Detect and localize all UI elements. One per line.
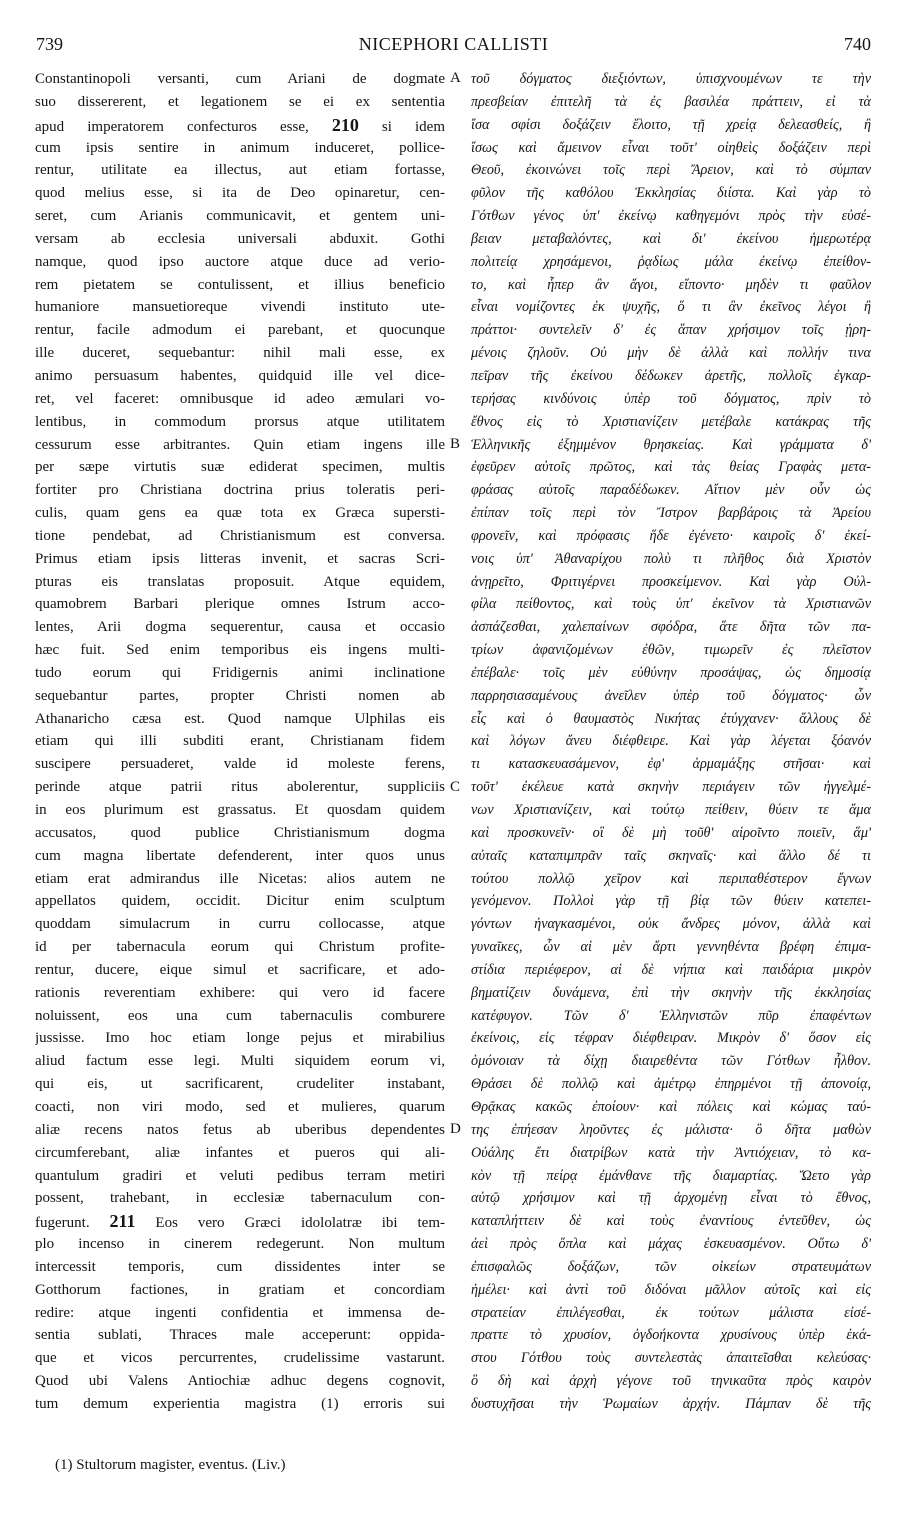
latin-text-line: circumferebant, aliæ infantes et pueros qui ali- bbox=[35, 1144, 445, 1161]
latin-text-line: coacti, non viri modo, sed et mulieres, quarum bbox=[35, 1098, 445, 1115]
greek-text-line: γόντων ἠναγκασμένοι, οὐκ ἄνδρες μόνον, ἀλλὰ καὶ bbox=[471, 916, 871, 933]
latin-text-line: humaniore mansuetioreque vivendi instituto ute- bbox=[35, 299, 445, 316]
latin-text-line: aliæ recens natos fetus ab uberibus dependentes bbox=[35, 1121, 445, 1138]
greek-text-line: τι κατασκευασάμενον, ἐφ' ἁρμαμάξης στῆσαι· καὶ bbox=[471, 756, 871, 773]
latin-text-line: qui eis, ut sacrificarent, crudeliter instabant, bbox=[35, 1076, 445, 1093]
greek-text-line: ἐπέβαλε· τοῖς μὲν εὐθύνην προσάψας, ὡς δημοσίᾳ bbox=[471, 664, 871, 681]
latin-text-line: rentur, facile admodum ei parebant, et quocunque bbox=[35, 322, 445, 339]
greek-text-line: ἐπίπαν τοῖς περὶ τὸν Ἴστρον βαρβάροις τὰ Ἀρείου bbox=[471, 505, 871, 522]
margin-letter-d: D bbox=[450, 1121, 461, 1137]
greek-column bbox=[471, 68, 871, 1416]
latin-text-line: plo incenso in cinerem redegerunt. Non multum bbox=[35, 1236, 445, 1253]
latin-text-line: etiam qui illi subditi erant, Christianam fidem bbox=[35, 733, 445, 750]
latin-text-line: quod melius esse, si ita de Deo opinaretur, cen- bbox=[35, 185, 445, 202]
section-number: 211 bbox=[109, 1211, 136, 1232]
latin-text-line: tione pendebat, ad Christianismum est conversa. bbox=[35, 527, 445, 544]
greek-text-line: ἀσπάζεσθαι, χαλεπαίνων σφόδρα, ἅτε δῆτα τῶν πα- bbox=[471, 619, 871, 636]
latin-text-line: tudo eorum qui Fridigernis animi inclinatione bbox=[35, 664, 445, 681]
greek-text-line: ἀεὶ πρὸς ὅπλα καὶ μάχας ἐσκευασμένον. Οὕτω δ' bbox=[471, 1236, 871, 1253]
latin-text-line: apud imperatorem confecturos esse, 210 si idem bbox=[35, 114, 445, 135]
footnote: (1) Stultorum magister, eventus. (Liv.) bbox=[55, 1457, 286, 1473]
latin-text-line: tum demum experientia magistra (1) erroris sui bbox=[35, 1395, 445, 1412]
latin-text-line: etiam erat admirandus ille Nicetas: alios autem ne bbox=[35, 870, 445, 887]
latin-text-line: suscipere persuaderet, valde id moleste ferens, bbox=[35, 756, 445, 773]
greek-text-line: στίδια περιέφερον, αἱ δὲ νήπια καὶ παιδάρια μικρὸν bbox=[471, 961, 871, 978]
margin-letter-a: A bbox=[450, 70, 461, 86]
greek-text-line: ἠμέλει· καὶ ἀντὶ τοῦ διδόναι μᾶλλον αὐτοῖς καὶ εἰς bbox=[471, 1281, 871, 1298]
latin-text-line: rentur, ducere, eique simul et sacrificare, et ado- bbox=[35, 961, 445, 978]
latin-text-line: Quod ubi Valens Antiochiæ adhuc degens cognovit, bbox=[35, 1373, 445, 1390]
greek-text-line: καταπλήττειν δὲ καὶ τοὺς ἐναντίους ἐντεῦθεν, ὡς bbox=[471, 1213, 871, 1230]
latin-text-line: quantulum gradiri et veluti pedibus terram metiri bbox=[35, 1167, 445, 1184]
greek-text-line: αὐτῷ χρήσιμον καὶ τῇ ἀρχομένῃ εἶναι τὸ ἔθνος, bbox=[471, 1190, 871, 1207]
greek-text-line: τούτου πολλῷ χεῖρον καὶ περιπαθέστερον ἔγνων bbox=[471, 870, 871, 887]
greek-text-line: τρίων ἀφανιζομένων ἐθῶν, τιμωρεῖν ἐς πλεῖστον bbox=[471, 642, 871, 659]
greek-text-line: ἀνῃρεῖτο, Φριτιγέρνει προσκείμενον. Καὶ γὰρ Οὐλ- bbox=[471, 573, 871, 590]
greek-text-line: ἴσως καὶ ἄμεινον εἶναι τοῦτ' οἰηθεὶς δοξάζειν περὶ bbox=[471, 139, 871, 156]
greek-text-line: τερήσας κινδύνοις ὑπὲρ τοῦ δόγματος, πρὶν τὸ bbox=[471, 390, 871, 407]
latin-text-line: ret, vel faceret: omnibusque id adeo æmulari vo- bbox=[35, 390, 445, 407]
page-number-left: 739 bbox=[36, 34, 63, 54]
latin-text-line: cum magna libertate defenderent, inter quos unus bbox=[35, 847, 445, 864]
latin-text-line: lentibus, in commodum prorsus atque utilitatem bbox=[35, 413, 445, 430]
latin-text-line: cessurum esse arbitrantes. Quin etiam ingens ille bbox=[35, 436, 445, 453]
greek-text-line: Οὐάλης ἔτι διατρίβων κατὰ τὴν Ἀντιόχειαν, τὸ κα- bbox=[471, 1144, 871, 1161]
greek-text-line: παρρησιασαμένους ἀνεῖλεν ὑπὲρ τοῦ δόγματος· ὧν bbox=[471, 687, 871, 704]
greek-text-line: εἶναι νομίζοντες ἐκ ψυχῆς, ὅ τι ἂν ἐκεῖνος λέγοι ἢ bbox=[471, 299, 871, 316]
latin-text-line: perinde atque patrii ritus abolerentur, suppliciis bbox=[35, 779, 445, 796]
greek-text-line: φράσας αὐτοῖς παραδέδωκεν. Αἴτιον μὲν οὖν ὡς bbox=[471, 482, 871, 499]
latin-text-line: rationis reverentiam exhibere: qui vero id facere bbox=[35, 984, 445, 1001]
latin-text-line: namque, quod ipso auctore atque duce ad verio- bbox=[35, 253, 445, 270]
greek-text-line: πράττοι· συντελεῖν δ' ἐς ἅπαν χρήσιμον τοῖς ᾑρη- bbox=[471, 322, 871, 339]
greek-text-line: μένοις ζηλοῦν. Οὐ μὴν δὲ ἀλλὰ καὶ πολλήν τινα bbox=[471, 345, 871, 362]
latin-text-line: Athanaricho cæsa est. Quod namque Ulphilas eis bbox=[35, 710, 445, 727]
margin-letter-c: C bbox=[450, 779, 461, 795]
latin-text-line: accusatos, quod publice Christianismum dogma bbox=[35, 824, 445, 841]
latin-text-line: appellatos quidem, occidit. Dicitur enim sculptum bbox=[35, 893, 445, 910]
latin-text-line: jussisse. Imo hoc etiam longe pejus et mirabilius bbox=[35, 1030, 445, 1047]
greek-text-line: τοῦτ' ἐκέλευε κατὰ σκηνὴν περιάγειν τῶν ἠγγελμέ- bbox=[471, 779, 871, 796]
latin-text-line: fugerunt. 211 Eos vero Græci idololatræ ibi tem- bbox=[35, 1211, 445, 1232]
latin-text-line: culis, quam gens ea quæ tota ex Græca supersti- bbox=[35, 505, 445, 522]
greek-text-line: Ἑλληνικῆς ἐξημμένον θρησκείας. Καὶ γράμματα δ' bbox=[471, 436, 871, 453]
greek-text-line: της ἐπήεσαν ληοῦντες ἐς μάλιστα· ὃ δῆτα μαθὼν bbox=[471, 1121, 871, 1138]
latin-text-line: suo dissererent, et legationem se ei ex sententia bbox=[35, 93, 445, 110]
greek-text-line: Θεοῦ, ἐκοινώνει τοῖς περὶ Ἄρειον, καὶ τὸ σύμπαν bbox=[471, 162, 871, 179]
page-header bbox=[36, 34, 871, 58]
greek-text-line: Θρᾷκας κακῶς ἐποίουν· καὶ πόλεις καὶ κώμας ταύ- bbox=[471, 1098, 871, 1115]
latin-text-line: ille duceret, sequebantur: nihil mali esse, ex bbox=[35, 345, 445, 362]
latin-text-line: sentia sublati, Thraces male acceperunt: oppida- bbox=[35, 1327, 445, 1344]
greek-text-line: στρατείαν ἐπιλέγεσθαι, ἐκ τούτων μάλιστα εἰσέ- bbox=[471, 1304, 871, 1321]
greek-text-line: ἐφεῦρεν αὐτοῖς πρῶτος, καὶ τὰς θείας Γραφὰς μετα- bbox=[471, 459, 871, 476]
greek-text-line: φρονεῖν, καὶ πρόφασις ἥδε ἐγένετο· καιροῖς δ' ἐκεί- bbox=[471, 527, 871, 544]
greek-text-line: ἐκείνοις, εἰς τέφραν διέφθειραν. Μικρὸν δ' ὅσον εἰς bbox=[471, 1030, 871, 1047]
greek-text-line: κατέφυγον. Τῶν δ' Ἑλληνιστῶν πῦρ ἐπαφέντων bbox=[471, 1007, 871, 1024]
greek-text-line: ὃ δὴ καὶ ἀρχὴ γέγονε τοῦ τηνικαῦτα πρὸς καιρὸν bbox=[471, 1373, 871, 1390]
latin-text-line: sequebantur partes, propter Christi nomen ab bbox=[35, 687, 445, 704]
latin-column bbox=[35, 68, 445, 1416]
greek-text-line: πολιτείᾳ χρησάμενοι, ῥᾳδίως μάλα ἐκείνῳ ἐπείθον- bbox=[471, 253, 871, 270]
latin-text-line: cum ipsis sentire in animum induceret, pollice- bbox=[35, 139, 445, 156]
greek-text-line: τοῦ δόγματος διεξιόντων, ὑπισχνουμένων τε τὴν bbox=[471, 71, 871, 87]
greek-text-line: καὶ λόγων ἄνευ διέφθειρε. Καὶ γὰρ λέγεται ξόανόν bbox=[471, 733, 871, 750]
latin-text-line: seret, cum Arianis communicavit, et gentem uni- bbox=[35, 208, 445, 225]
greek-text-line: ἔθνος εἰς τὸ Χριστιανίζειν μετέβαλε κατάκρας τῆς bbox=[471, 413, 871, 430]
latin-text-line: redire: atque ingenti confidentia et immensa de- bbox=[35, 1304, 445, 1321]
greek-text-line: εἷς καὶ ὁ θαυμαστὸς Νικήτας ἐτύγχανεν· ἄλλους δὲ bbox=[471, 710, 871, 727]
greek-text-line: πεῖραν τῆς ἐκείνου δέδωκεν ἀρετῆς, πολλοῖς ἐγκαρ- bbox=[471, 367, 871, 384]
greek-text-line: φῦλον τῆς καθόλου Ἐκκλησίας διίστα. Καὶ γὰρ τὸ bbox=[471, 185, 871, 202]
latin-text-line: Gotthorum factiones, in gratiam et concordiam bbox=[35, 1281, 445, 1298]
latin-text-line: rem pietatem se contulissent, et illius beneficio bbox=[35, 276, 445, 293]
latin-text-line: quoddam simulacrum in curru collocasse, atque bbox=[35, 916, 445, 933]
latin-text-line: intercessit temporis, cum dissidentes inter se bbox=[35, 1258, 445, 1275]
greek-text-line: ὁμόνοιαν τὰ δίχῃ διαιρεθέντα τῶν Γότθων ἦλθον. bbox=[471, 1053, 871, 1070]
latin-text-line: possent, trahebant, in ecclesiæ tabernaculum con- bbox=[35, 1190, 445, 1207]
running-title: NICEPHORI CALLISTI bbox=[358, 34, 549, 54]
latin-text-line: noluissent, eos una cum tabernaculis comburere bbox=[35, 1007, 445, 1024]
section-number: 210 bbox=[331, 114, 359, 135]
greek-text-line: κὸν τῇ πείρᾳ ἐμάνθανε τῆς διαμαρτίας. Ὤετο γὰρ bbox=[471, 1167, 871, 1184]
greek-text-line: φίλα πείθοντος, καὶ τοὺς ὑπ' ἐκεῖνον τὰ Χριστιανῶν bbox=[471, 596, 871, 613]
greek-text-line: ἐπισφαλῶς δοξάζων, τῶν οἰκείων στρατευμάτων bbox=[471, 1258, 871, 1275]
latin-text-line: versam ab ecclesia universali abduxit. Gothi bbox=[35, 230, 445, 247]
margin-letter-b: B bbox=[450, 436, 461, 452]
latin-text-line: Primus etiam ipsis litteras invenit, et sacras Scri- bbox=[35, 550, 445, 567]
latin-text-line: lentes, Arii dogma sequerentur, causa et occasio bbox=[35, 619, 445, 636]
greek-text-line: νων Χριστιανίζειν, καὶ τούτῳ πείθειν, θύειν τε ἅμα bbox=[471, 802, 871, 818]
latin-text-line: in eos plurimum est grassatus. Et quosdam quidem bbox=[35, 802, 445, 818]
greek-text-line: Γότθων γένος ὑπ' ἐκείνῳ καθηγεμόνι πρὸς τὴν εὐσέ- bbox=[471, 208, 871, 225]
latin-text-line: quamobrem Barbari plerique omnes Istrum acco- bbox=[35, 596, 445, 613]
latin-text-line: id per tabernacula eorum qui Christum profite- bbox=[35, 939, 445, 956]
greek-text-line: πρεσβείαν ἐπιτελῆ τὰ ἐς βασιλέα πράττειν, εἰ τὰ bbox=[471, 93, 871, 110]
latin-text-line: per sæpe virtutis suæ ediderat specimen, multis bbox=[35, 459, 445, 476]
greek-text-line: βειαν μεταβαλόντες, καὶ δι' ἐκείνου ἡμερωτέρᾳ bbox=[471, 230, 871, 247]
latin-text-line: Constantinopoli versanti, cum Ariani de dogmate bbox=[35, 71, 445, 87]
greek-text-line: δυστυχῆσαι τὴν Ῥωμαίων ἀρχήν. Πάμπαν δὲ τῆς bbox=[471, 1395, 871, 1412]
latin-text-line: animo persuasum habentes, quidquid ille vel dice- bbox=[35, 367, 445, 384]
latin-text-line: rentur, utilitate ea illectus, aut etiam fortasse, bbox=[35, 162, 445, 179]
greek-text-line: καὶ προσκυνεῖν· οἳ δὲ μὴ τοῦθ' αἱροῖντο ποιεῖν, ἅμ' bbox=[471, 824, 871, 841]
latin-text-line: que et vicos percurrentes, crudelissime vastarunt. bbox=[35, 1350, 445, 1367]
greek-text-line: αὐταῖς καταπιμπρᾶν ταῖς σκηναῖς· καὶ ἄλλο δέ τι bbox=[471, 847, 871, 864]
latin-text-line: hæc fuit. Sed enim temporibus eis ingens multi- bbox=[35, 642, 445, 659]
page-number-right: 740 bbox=[844, 34, 871, 54]
greek-text-line: βηματίζειν δυνάμενα, ἐπὶ τὴν σκηνὴν τῆς ἐκκλησίας bbox=[471, 984, 871, 1001]
greek-text-line: γενόμενον. Πολλοὶ γὰρ τῇ βίᾳ τῶν θύειν κατεπει- bbox=[471, 893, 871, 910]
greek-text-line: νοις ὑπ' Ἀθαναρίχου πολὺ τι πλῆθος διὰ Χριστὸν bbox=[471, 550, 871, 567]
greek-text-line: το, καὶ ἧπερ ἂν ἄγοι, εἵποντο· μηδὲν τι φαῦλον bbox=[471, 276, 871, 293]
greek-text-line: ἴσα σφίσι δοξάζειν ἕλοιτο, τῇ χρείᾳ δελεασθείς, ἢ bbox=[471, 116, 871, 133]
greek-text-line: γυναῖκες, ὧν αἱ μὲν ἄρτι γεννηθέντα βρέφη ἐπιμα- bbox=[471, 939, 871, 956]
greek-text-line: πραττε τὸ χρυσίον, ὀγδοήκοντα χρυσίνους ὑπὲρ ἑκά- bbox=[471, 1327, 871, 1344]
latin-text-line: pturas eis translatas proposuit. Atque equidem, bbox=[35, 573, 445, 590]
latin-text-line: fortiter pro Christiana doctrina prius toleratis peri- bbox=[35, 482, 445, 499]
greek-text-line: Θράσει δὲ πολλῷ καὶ ἀμέτρῳ ἐπηρμένοι τῇ ἀπονοίᾳ, bbox=[471, 1076, 871, 1093]
greek-text-line: στου Γότθου τοὺς συντελεστὰς ἀπαιτεῖσθαι κελεύσας· bbox=[471, 1350, 871, 1367]
latin-text-line: aliud factum esse legi. Multi siquidem eorum vi, bbox=[35, 1053, 445, 1070]
